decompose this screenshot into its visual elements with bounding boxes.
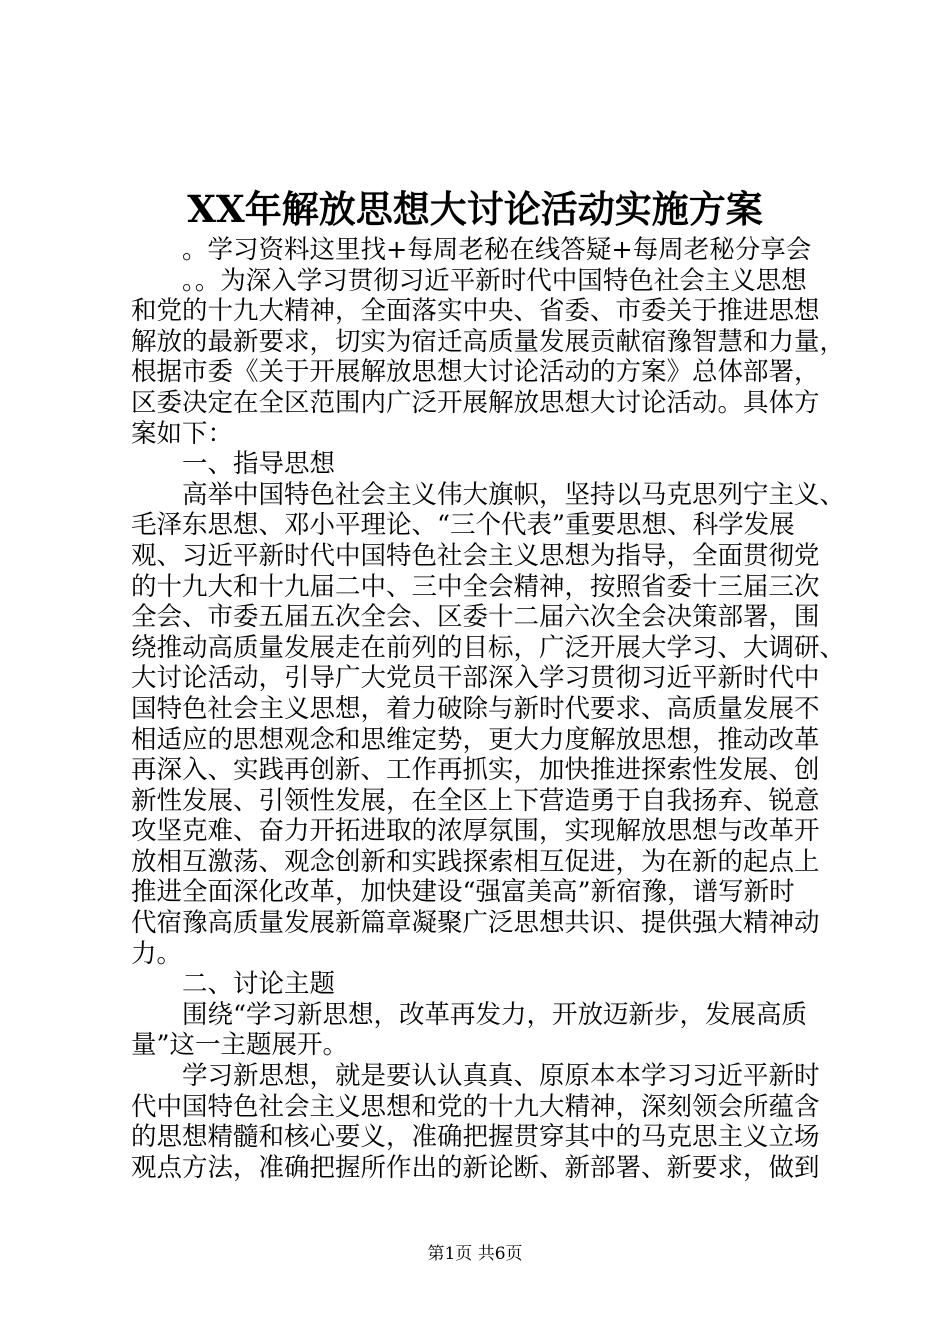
body-line: 全会、市委五届五次全会、区委十二届六次全会决策部署，围: [131, 602, 820, 633]
body-line: 攻坚克难、奋力开拓进取的浓厚氛围，实现解放思想与改革开: [131, 816, 820, 847]
body-line: 代宿豫高质量发展新篇章凝聚广泛思想共识、提供强大精神动: [131, 908, 820, 939]
body-line: 观、习近平新时代中国特色社会主义思想为指导，全面贯彻党: [131, 540, 820, 571]
body-line: 新性发展、引领性发展，在全区上下营造勇于自我扬弃、锐意: [131, 785, 820, 816]
body-line: 高举中国特色社会主义伟大旗帜，坚持以马克思列宁主义、: [182, 479, 846, 510]
body-line: 推进全面深化改革，加快建设“强富美高”新宿豫，谱写新时: [131, 877, 795, 908]
body-line: 的十九大和十九届二中、三中全会精神，按照省委十三届三次: [131, 571, 820, 602]
body-line: 绕推动高质量发展走在前列的目标，广泛开展大学习、大调研、: [131, 632, 846, 663]
document-body: [131, 235, 846, 1183]
body-line: 大讨论活动，引导广大党员干部深入学习贯彻习近平新时代中: [131, 663, 820, 694]
body-line: 一、指导思想: [182, 449, 336, 480]
document-title: XX年解放思想大讨论活动实施方案: [187, 187, 763, 231]
body-line: 观点方法，准确把握所作出的新论断、新部署、新要求，做到: [131, 1152, 820, 1183]
body-line: 代中国特色社会主义思想和党的十九大精神，深刻领会所蕴含: [131, 1091, 820, 1122]
body-line: 国特色社会主义思想，着力破除与新时代要求、高质量发展不: [131, 693, 820, 724]
body-line: 相适应的思想观念和思维定势，更大力度解放思想，推动改革: [131, 724, 820, 755]
body-line: 二、讨论主题: [182, 969, 336, 1000]
body-line: 学习新思想，就是要认认真真、原原本本学习习近平新时: [182, 1061, 820, 1092]
body-line: 力。: [131, 938, 183, 969]
body-line: 案如下：: [131, 418, 234, 449]
body-line: 和党的十九大精神，全面落实中央、省委、市委关于推进思想: [131, 296, 820, 327]
body-line: 。。为深入学习贯彻习近平新时代中国特色社会主义思想: [182, 265, 807, 296]
body-line: 根据市委《关于开展解放思想大讨论活动的方案》总体部署，: [131, 357, 820, 388]
body-line: 解放的最新要求，切实为宿迁高质量发展贡献宿豫智慧和力量，: [131, 326, 846, 357]
body-line: 放相互激荡、观念创新和实践探索相互促进，为在新的起点上: [131, 846, 820, 877]
body-line: 毛泽东思想、邓小平理论、“三个代表”重要思想、科学发展: [131, 510, 795, 541]
page-footer: 第1页 共6页: [427, 1244, 523, 1264]
body-line: 围绕“学习新思想，改革再发力，开放迈新步，发展高质: [182, 999, 808, 1030]
body-line: 。学习资料这里找+每周老秘在线答疑+每周老秘分享会: [182, 235, 812, 265]
body-line: 量”这一主题展开。: [131, 1030, 349, 1061]
body-line: 的思想精髓和核心要义，准确把握贯穿其中的马克思主义立场: [131, 1122, 820, 1153]
body-line: 再深入、实践再创新、工作再抓实，加快推进探索性发展、创: [131, 755, 820, 786]
body-line: 区委决定在全区范围内广泛开展解放思想大讨论活动。具体方: [131, 387, 820, 418]
